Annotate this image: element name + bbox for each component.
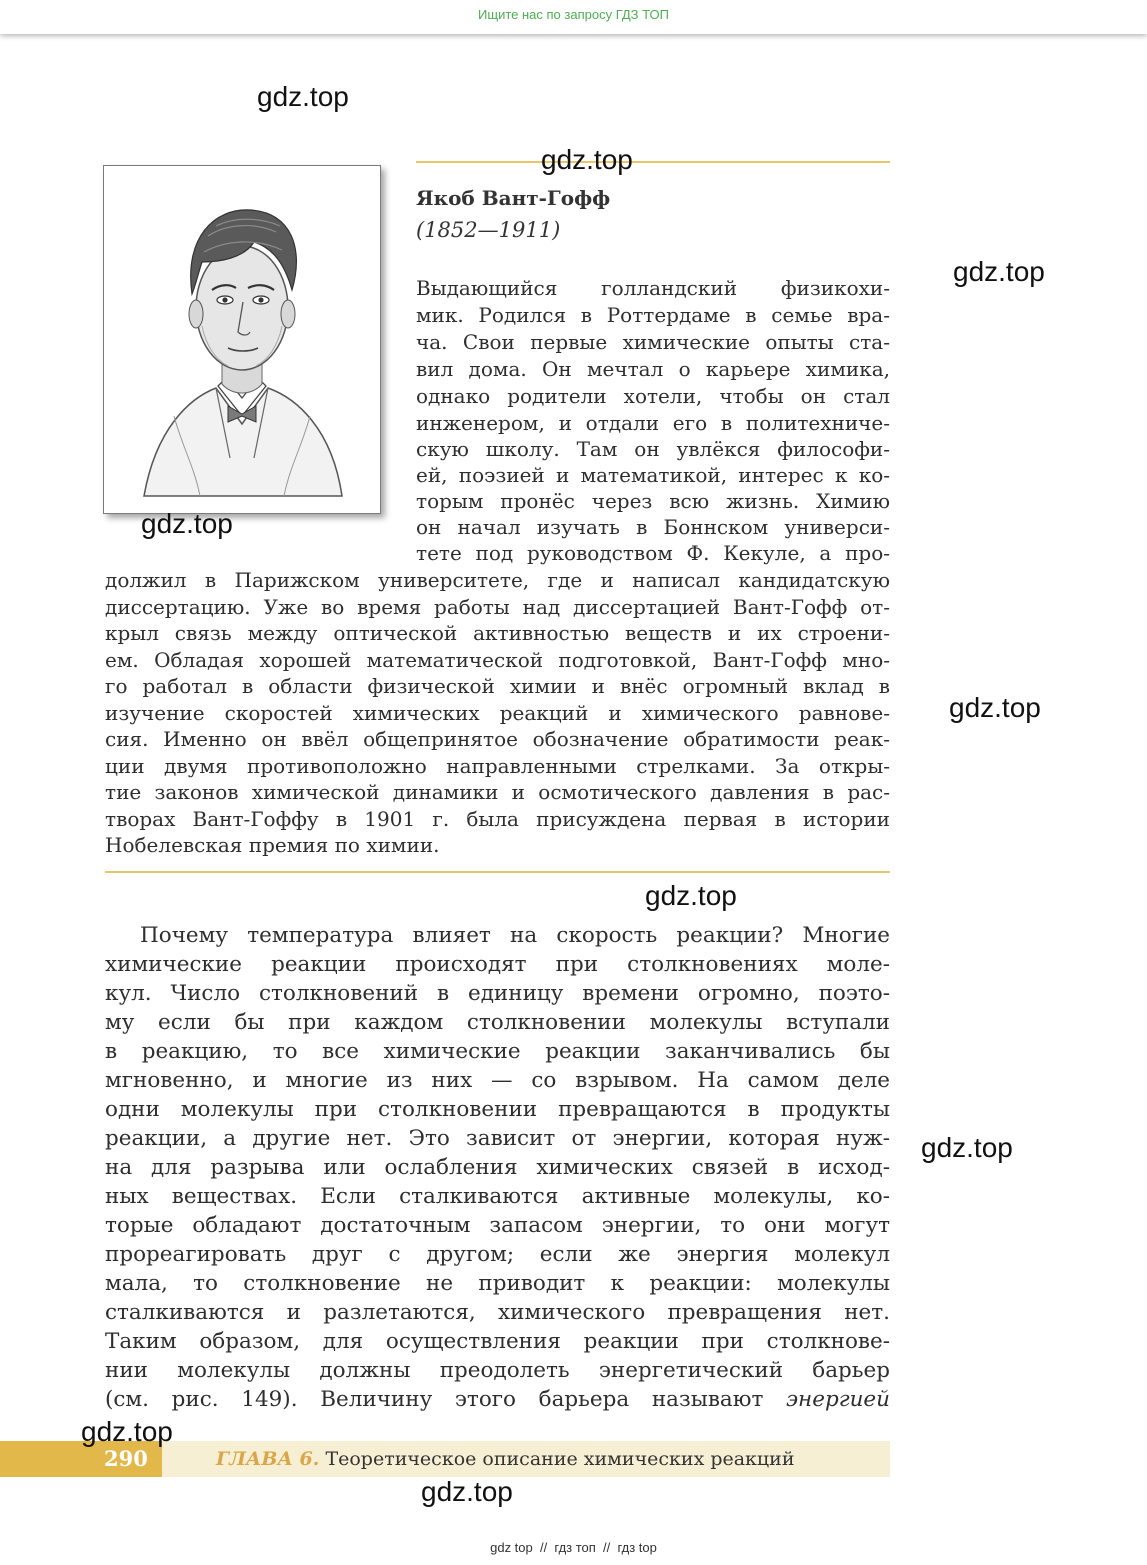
main-line: одни молекулы при столкновении превращаются в продукты [105, 1097, 890, 1122]
watermark: gdz.top [953, 256, 1045, 287]
main-line: му если бы при каждом столкновении молекулы вступали [105, 1010, 890, 1035]
bio-line: мик. Родился в Роттердаме в семье вра- [416, 303, 890, 327]
bio-years: (1852—1911) [416, 218, 561, 242]
main-line: нии молекулы должны преодолеть энергетический барьер [105, 1358, 890, 1383]
watermark: gdz.top [949, 692, 1041, 723]
bio-line: ции двумя противоположно направленными стрелками. За откры- [105, 754, 890, 778]
watermark: gdz.top [645, 880, 737, 911]
bio-line: тете под руководством Ф. Кекуле, а про- [416, 541, 890, 565]
main-line: прореагировать друг с другом; если же энергия молекул [105, 1242, 890, 1267]
bio-line: торым пронёс через всю жизнь. Химию [416, 489, 890, 513]
bio-line: ча. Свои первые химические опыты ста- [416, 330, 890, 354]
bio-name: Якоб Вант-Гофф [416, 186, 611, 210]
main-line-last [105, 1385, 890, 1414]
main-line: сталкиваются и разлетаются, химического превращения нет. [105, 1300, 890, 1325]
main-line: торые обладают достаточным запасом энергии, то они могут [105, 1213, 890, 1238]
bio-line: вил дома. Он мечтал о карьере химика, [416, 357, 890, 381]
bottom-bar [0, 1531, 1147, 1565]
bio-line: скую школу. Там он увлёкся философи- [416, 437, 890, 461]
bio-line: крыл связь между оптической активностью веществ и их строени- [105, 621, 890, 645]
top-banner [0, 0, 1147, 34]
bio-line: ей, поэзией и математикой, интерес к ко- [416, 463, 890, 487]
main-line: реакции, а другие нет. Это зависит от энергии, которая нуж- [105, 1126, 890, 1151]
bio-line: тие законов химической динамики и осмотического давления в рас- [105, 780, 890, 804]
watermark: gdz.top [421, 1476, 513, 1507]
watermark: gdz.top [921, 1132, 1013, 1163]
bottom-bar-text: gdz top // гдз топ // гдз top [490, 1540, 657, 1555]
main-line: мгновенно, и многие из них — со взрывом. На самом деле [105, 1068, 890, 1093]
bio-bottom-rule [105, 871, 890, 873]
main-line: в реакцию, то все химические реакции заканчивались бы [105, 1039, 890, 1064]
main-line: химические реакции происходят при столкновениях моле- [105, 952, 890, 977]
bio-line: Выдающийся голландский физикохи- [416, 276, 890, 300]
bio-line: го работал в области физической химии и внёс огромный вклад в [105, 674, 890, 698]
main-line: кул. Число столкновений в единицу времени огромно, поэто- [105, 981, 890, 1006]
main-line: Почему температура влияет на скорость реакции? Многие [140, 923, 890, 948]
bio-line: сия. Именно он ввёл общепринятое обозначение обратимости реак- [105, 727, 890, 751]
portrait-frame [103, 165, 381, 514]
main-line: на для разрыва или ослабления химических связей в исход- [105, 1155, 890, 1180]
bio-line: однако родители хотели, чтобы он стал [416, 384, 890, 408]
term-energy: энергией [786, 1387, 890, 1412]
main-line-last-text: (см. рис. 149). Величину этого барьера называют [105, 1387, 787, 1412]
chapter-title: Теоретическое описание химических реакций [325, 1448, 795, 1470]
main-line: Таким образом, для осуществления реакции при столкнове- [105, 1329, 890, 1354]
watermark: gdz.top [257, 81, 349, 112]
bio-top-rule [416, 161, 890, 163]
bio-line: инженером, и отдали его в политехничe- [416, 411, 890, 435]
page-number: 290 [104, 1446, 148, 1471]
watermark: gdz.top [81, 1416, 173, 1447]
bio-line: он начал изучать в Боннском универси- [416, 515, 890, 539]
watermark: gdz.top [541, 144, 633, 175]
top-banner-text: Ищите нас по запросу ГДЗ ТОП [478, 7, 669, 22]
bio-line: диссертацию. Уже во время работы над диссертацией Вант-Гофф от- [105, 595, 890, 619]
chapter-label: ГЛАВА 6. [216, 1448, 320, 1470]
main-line: ных веществах. Если сталкиваются активные молекулы, ко- [105, 1184, 890, 1209]
bio-line: должил в Парижском университете, где и написал кандидатскую [105, 568, 890, 592]
watermark: gdz.top [141, 508, 233, 539]
portrait-illustration [104, 166, 380, 513]
bio-line: Нобелевская премия по химии. [105, 833, 440, 857]
bio-line: изучение скоростей химических реакций и химического равнове- [105, 701, 890, 725]
bio-line: ем. Обладая хорошей математической подготовкой, Вант-Гофф мно- [105, 648, 890, 672]
chapter-heading [216, 1441, 794, 1477]
main-line: мала, то столкновение не приводит к реакции: молекулы [105, 1271, 890, 1296]
bio-line: творах Вант-Гоффу в 1901 г. была присуждена первая в истории [105, 807, 890, 831]
